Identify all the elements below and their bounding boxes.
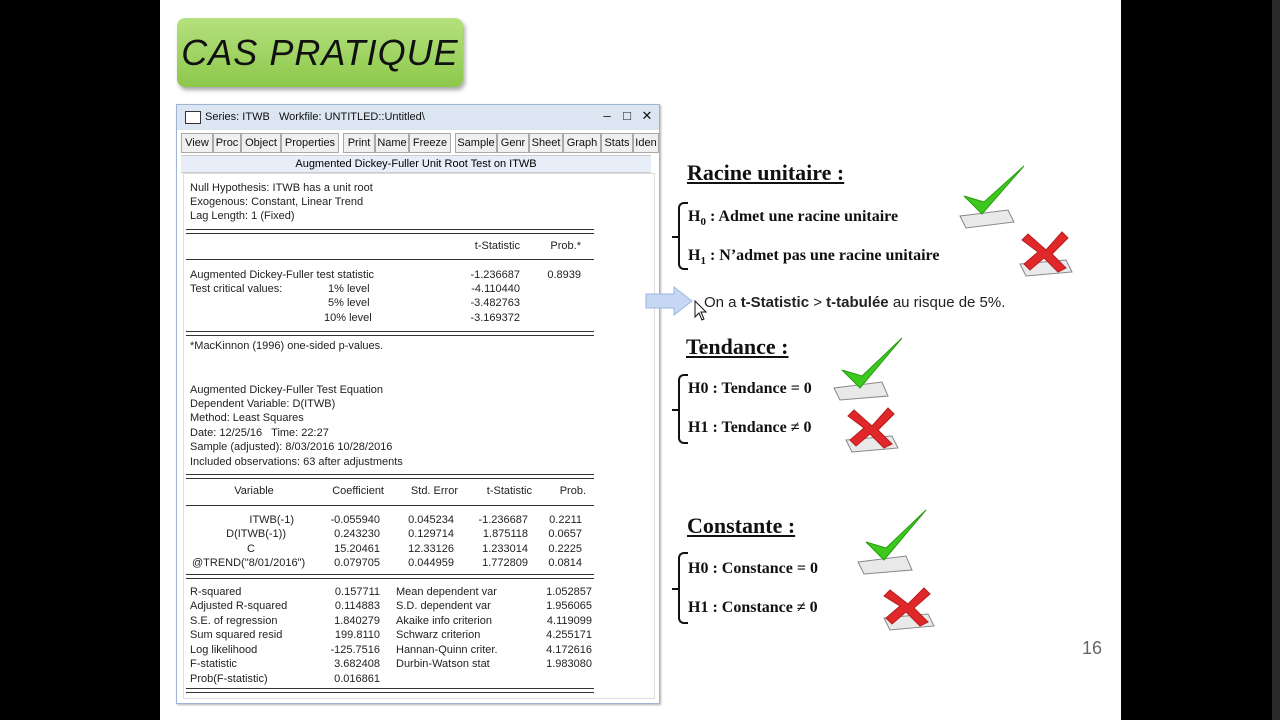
tstat-value: 1.233014 bbox=[482, 543, 528, 555]
h-letter: H bbox=[688, 247, 701, 264]
stat-value: 4.119099 bbox=[546, 615, 592, 627]
stat-value: 3.682408 bbox=[334, 658, 380, 670]
stderr-value: 0.044959 bbox=[408, 557, 454, 569]
toolbar-graph-button[interactable]: Graph bbox=[563, 133, 601, 153]
tendance-heading: Tendance : bbox=[686, 334, 789, 359]
window-title: Series: ITWB Workfile: UNTITLED::Untitled\ bbox=[205, 111, 425, 123]
toolbar-view-button[interactable]: View bbox=[181, 133, 213, 153]
h-subscript: 0 bbox=[700, 216, 706, 229]
stat-label: Prob(F-statistic) bbox=[190, 673, 268, 685]
minimize-icon[interactable]: – bbox=[603, 108, 611, 123]
stderr-value: 12.33126 bbox=[408, 543, 454, 555]
tstat-value: 1.772809 bbox=[482, 557, 528, 569]
toolbar-freeze-button[interactable]: Freeze bbox=[409, 133, 451, 153]
toolbar-stats-button[interactable]: Stats bbox=[601, 133, 633, 153]
crit-level: 10% level bbox=[324, 312, 372, 324]
desktop-edge-strip bbox=[1272, 0, 1280, 720]
constante-brace bbox=[678, 552, 688, 624]
tendance-brace bbox=[678, 374, 688, 444]
h-subscript: 1 bbox=[700, 255, 706, 268]
equation-line: Augmented Dickey-Fuller Test Equation bbox=[190, 384, 384, 396]
double-rule bbox=[186, 574, 594, 579]
stat-value: 199.8110 bbox=[334, 629, 380, 641]
equation-line: Method: Least Squares bbox=[190, 412, 304, 424]
h-letter: H bbox=[688, 208, 701, 225]
red-x-on-box-icon bbox=[844, 404, 904, 454]
coef-value: 15.20461 bbox=[334, 543, 380, 555]
constante-h0: H0 : Constance = 0 bbox=[688, 560, 818, 577]
coef-variable: @TREND("8/01/2016") bbox=[192, 557, 306, 569]
equation-line: Included observations: 63 after adjustments bbox=[190, 456, 403, 468]
constante-h1: H1 : Constance ≠ 0 bbox=[688, 599, 818, 616]
coef-header: Coefficient bbox=[332, 485, 384, 497]
stat-label: Akaike info criterion bbox=[396, 615, 492, 627]
double-rule bbox=[186, 474, 594, 479]
stat-value: 4.172616 bbox=[546, 644, 592, 656]
tstat-value: -1.236687 bbox=[478, 514, 528, 526]
report-title: Augmented Dickey-Fuller Unit Root Test on ITWB bbox=[181, 155, 651, 173]
window-titlebar[interactable] bbox=[177, 105, 659, 130]
stat-value: 1.956065 bbox=[546, 600, 592, 612]
red-x-on-box-icon bbox=[882, 584, 938, 634]
racine-h1 bbox=[688, 247, 939, 267]
coef-header: Prob. bbox=[559, 485, 586, 497]
toolbar-print-button[interactable]: Print bbox=[343, 133, 375, 153]
header-line: Null Hypothesis: ITWB has a unit root bbox=[190, 182, 373, 194]
slide bbox=[160, 0, 1121, 720]
prob-value: 0.2211 bbox=[549, 514, 582, 526]
prob-value: 0.0657 bbox=[548, 528, 582, 540]
single-rule bbox=[186, 259, 594, 260]
stat-value: 1.052857 bbox=[546, 586, 592, 598]
note-bold: t-tabulée bbox=[826, 294, 889, 311]
adf-tstat: -1.236687 bbox=[470, 269, 520, 281]
crit-level: 1% level bbox=[328, 283, 370, 295]
h0-text: : Admet une racine unitaire bbox=[705, 208, 899, 225]
stat-value: 4.255171 bbox=[546, 629, 592, 641]
stat-value: -125.7516 bbox=[330, 644, 380, 656]
stat-label: R-squared bbox=[190, 586, 242, 598]
crit-value: -3.482763 bbox=[470, 297, 520, 309]
crit-label: Test critical values: bbox=[190, 283, 283, 295]
stat-value: 0.016861 bbox=[334, 673, 380, 685]
note-text: au risque de 5%. bbox=[888, 294, 1006, 311]
adf-label: Augmented Dickey-Fuller test statistic bbox=[190, 269, 375, 281]
racine-heading: Racine unitaire : bbox=[687, 160, 845, 185]
close-icon[interactable]: ✕ bbox=[641, 108, 653, 123]
window-toolbar bbox=[181, 133, 657, 153]
coef-header: t-Statistic bbox=[486, 485, 532, 497]
toolbar-name-button[interactable]: Name bbox=[375, 133, 409, 153]
adf-prob: 0.8939 bbox=[547, 269, 581, 281]
tendance-h1: H1 : Tendance ≠ 0 bbox=[688, 419, 812, 436]
maximize-icon[interactable]: □ bbox=[623, 108, 631, 123]
prob-value: 0.2225 bbox=[548, 543, 582, 555]
red-x-on-box-icon bbox=[1016, 226, 1076, 280]
double-rule bbox=[186, 331, 594, 336]
green-check-on-box-icon bbox=[854, 506, 934, 578]
single-rule bbox=[186, 505, 594, 506]
col-header-prob: Prob.* bbox=[550, 240, 581, 252]
footnote: *MacKinnon (1996) one-sided p-values. bbox=[190, 340, 384, 352]
note-text: > bbox=[809, 294, 827, 311]
coef-variable: D(ITWB(-1)) bbox=[226, 528, 286, 540]
header-line: Lag Length: 1 (Fixed) bbox=[190, 210, 295, 222]
racine-h0 bbox=[688, 208, 898, 228]
toolbar-ident-button[interactable]: Iden bbox=[633, 133, 659, 153]
tstat-value: 1.875118 bbox=[482, 528, 528, 540]
stderr-value: 0.045234 bbox=[408, 514, 454, 526]
constante-heading: Constante : bbox=[687, 513, 796, 538]
conclusion-note bbox=[704, 294, 1005, 311]
toolbar-proc-button[interactable]: Proc bbox=[213, 133, 241, 153]
stat-label: F-statistic bbox=[190, 658, 238, 670]
coef-variable: C bbox=[247, 543, 255, 555]
stat-value: 1.840279 bbox=[334, 615, 380, 627]
coef-variable: ITWB(-1) bbox=[249, 514, 294, 526]
equation-line: Sample (adjusted): 8/03/2016 10/28/2016 bbox=[190, 441, 393, 453]
stat-label: Log likelihood bbox=[190, 644, 258, 656]
racine-brace bbox=[678, 202, 688, 270]
coef-value: 0.079705 bbox=[334, 557, 380, 569]
coef-header: Std. Error bbox=[410, 485, 458, 497]
double-rule bbox=[186, 688, 594, 693]
green-check-on-box-icon bbox=[950, 162, 1030, 234]
equation-line: Date: 12/25/16 Time: 22:27 bbox=[190, 427, 329, 439]
stat-value: 1.983080 bbox=[546, 658, 592, 670]
stat-label: Adjusted R-squared bbox=[190, 600, 288, 612]
double-rule bbox=[186, 229, 594, 234]
stat-label: S.D. dependent var bbox=[396, 600, 491, 612]
green-check-on-box-icon bbox=[830, 334, 910, 406]
slide-title-box bbox=[177, 18, 463, 87]
stat-value: 0.114883 bbox=[334, 600, 380, 612]
toolbar-properties-button[interactable]: Properties bbox=[281, 133, 339, 153]
page-number: 16 bbox=[1082, 638, 1103, 658]
output-area[interactable] bbox=[183, 173, 655, 699]
toolbar-object-button[interactable]: Object bbox=[241, 133, 281, 153]
equation-line: Dependent Variable: D(ITWB) bbox=[190, 398, 336, 410]
stat-label: Durbin-Watson stat bbox=[396, 658, 490, 670]
toolbar-sheet-button[interactable]: Sheet bbox=[529, 133, 563, 153]
stat-label: Mean dependent var bbox=[396, 586, 497, 598]
series-window-icon bbox=[185, 111, 201, 124]
coef-header: Variable bbox=[234, 485, 274, 497]
blue-arrow-icon bbox=[644, 286, 694, 316]
stat-label: S.E. of regression bbox=[190, 615, 278, 627]
note-bold: t-Statistic bbox=[740, 294, 810, 311]
tendance-h0: H0 : Tendance = 0 bbox=[688, 380, 812, 397]
stat-label: Hannan-Quinn criter. bbox=[396, 644, 498, 656]
crit-level: 5% level bbox=[328, 297, 370, 309]
stat-label: Sum squared resid bbox=[190, 629, 283, 641]
note-text: On a bbox=[704, 294, 741, 311]
prob-value: 0.0814 bbox=[548, 557, 582, 569]
h1-text: : N’admet pas une racine unitaire bbox=[705, 247, 940, 264]
stat-label: Schwarz criterion bbox=[396, 629, 481, 641]
stat-value: 0.157711 bbox=[334, 586, 380, 598]
slide-title: CAS PRATIQUE bbox=[181, 32, 459, 73]
coef-value: -0.055940 bbox=[330, 514, 380, 526]
eviews-series-window[interactable] bbox=[176, 104, 660, 704]
crit-value: -4.110440 bbox=[471, 283, 520, 295]
toolbar-genr-button[interactable]: Genr bbox=[497, 133, 529, 153]
stderr-value: 0.129714 bbox=[408, 528, 454, 540]
header-line: Exogenous: Constant, Linear Trend bbox=[190, 196, 364, 208]
coef-value: 0.243230 bbox=[334, 528, 380, 540]
crit-value: -3.169372 bbox=[470, 312, 520, 324]
col-header-tstat: t-Statistic bbox=[474, 240, 520, 252]
toolbar-sample-button[interactable]: Sample bbox=[455, 133, 497, 153]
